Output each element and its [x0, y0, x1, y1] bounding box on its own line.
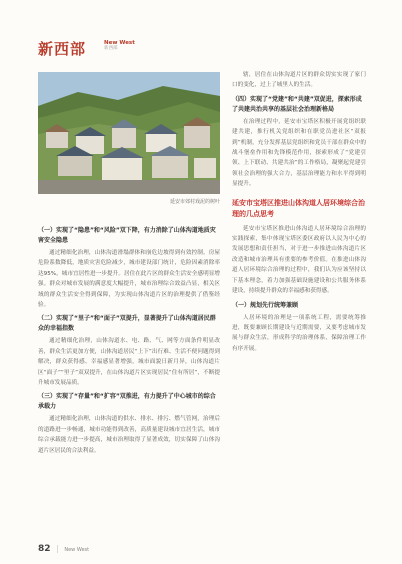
section-heading: （二）实现了“里子”和“面子”双提升，显著提升了山体沟道居民群众的幸福指数	[38, 315, 216, 333]
footer-separator: |	[56, 544, 59, 553]
masthead-logo-en-box	[104, 41, 135, 51]
right-column	[232, 70, 366, 354]
page-number: 82	[38, 544, 51, 554]
paragraph: 通过精细化治理，山体沟道的供水、排水、排污、燃气管网，治理后的道路进一步畅通，城市功能得到改善，高质量建设城市宜居生活，城市综合承载能力进一步提高，城市治理取得了显著成效，切实保障了山体沟道片区居民的合法利益。	[38, 416, 220, 454]
paragraph: 人居环境的治理是一项系统工程，需要统筹推进，既要兼顾长期建设与近期需要，又要考虑城市发展与群众生活，形成科学的治理体系，保障治理工作有序开展。	[232, 314, 366, 352]
photo-caption: 延安市郊村戏泥的树叶	[169, 199, 220, 205]
footer-brand: New West	[64, 547, 90, 553]
article-photo	[38, 72, 220, 194]
left-column	[38, 222, 220, 456]
paragraph: 在治理过程中，延安市宝塔区积极开展党组织联建共建，推行机关党组织和在职党员进社区“双报到”机制，充分发挥基层党组织和党员干部在群众中的战斗堡垒作用和先锋模范作用，探索形成了“党建引领、上下联动、共建共治”的工作格局，凝聚起党建引领社会治理的强大合力，基层治理能力和水平得到明显提升。	[232, 118, 366, 188]
paragraph: 通过精细化治理，山体沟道水、电、路、气、网等方面条件明显改善，群众生活更加方便，山体沟道居民“上下”出行难、生活不便问题得到解决，群众获得感、幸福感显著增强，城市面貌日新月异，山体沟道片区“面子”“里子”双双提升，在山体沟道片区实现居民“住有所居”，不断提升城市发展品质。	[38, 338, 220, 387]
red-section-heading: 延安市宝塔区推进山体沟道人居环境综合治理的几点思考	[232, 198, 365, 218]
masthead-logo-en: New West	[104, 40, 135, 46]
paragraph: 延安市宝塔区推进山体沟道人居环境综合治理的实践探索，集中体现宝塔区委区政府以人民为中心的发展思想和责任担当，对于进一步推进山体沟道片区改造和城市治理具有重要的参考价值。在推进山体沟道人居环境综合治理的过程中，我们认为应该坚持以下基本理念，着力加强基础设施建设和公共服务体系建设，持续提升群众的幸福感和获得感。	[232, 225, 366, 295]
paragraph: 通过精细化治理，山体沟道滑塌群体和崩危边坡得到有效控制。房屋危险系数降低，地质灾害危险减少，城市建设部门统计，危险因素消除率达95%，城市宜居性进一步提升。居住在此片区的群众生活安全感明显增强。群众对城市发展的满意度大幅提升，城市治理综合效益凸显，相关区域的群众生活安全得到保障，为实现山体沟道片区的治理提供了借鉴经验。	[38, 250, 220, 309]
photo-illustration	[38, 72, 220, 194]
section-heading: （四）实现了“党建”和“共建”双促进，探索形成了共建共治共享的基层社会治理新格局	[232, 95, 362, 113]
subsection-heading: （一）规划先行统筹兼顾	[232, 301, 299, 309]
section-heading: （一）实现了“隐患”和“风险”双下降，有力消除了山体沟道地质灾害安全隐患	[38, 227, 216, 244]
section-heading: （三）实现了“存量”和“扩容”双推进，有力提升了中心城市的综合承载力	[38, 393, 216, 411]
masthead-logo-cn: 新西部	[38, 40, 87, 58]
masthead	[38, 38, 198, 58]
page-footer	[38, 544, 89, 554]
paragraph: 辖，居住在山体沟道片区的群众切实实现了家门口的变化，过上了城里人的生活。	[232, 72, 366, 89]
masthead-logo-sub: 新西部	[104, 45, 118, 51]
